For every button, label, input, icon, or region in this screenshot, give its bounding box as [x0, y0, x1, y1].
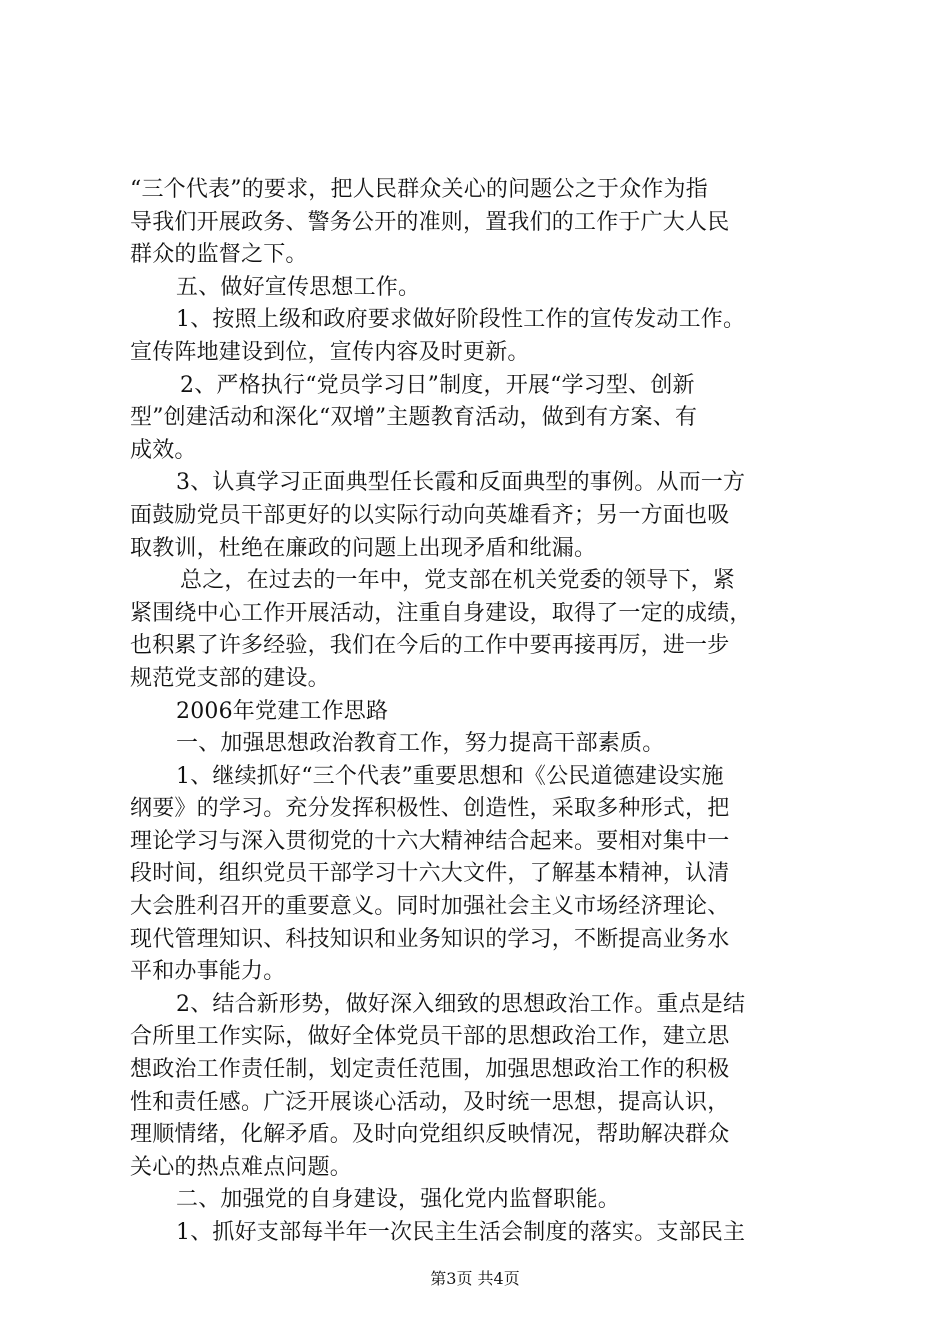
- text-line: 关心的热点难点问题。: [130, 1154, 353, 1180]
- text-line: 群众的监督之下。: [130, 242, 308, 268]
- section-heading: 五、做好宣传思想工作。: [176, 274, 421, 300]
- text-line: 段时间，组织党员干部学习十六大文件，了解基本精神，认清: [130, 861, 730, 887]
- text-line: 性和责任感。广泛开展谈心活动，及时统一思想，提高认识，: [130, 1089, 730, 1115]
- section-heading: 二、加强党的自身建设，强化党内监督职能。: [176, 1187, 621, 1213]
- text-line: 理顺情绪，化解矛盾。及时向党组织反映情况，帮助解决群众: [130, 1122, 730, 1148]
- text-line: 1、抓好支部每半年一次民主生活会制度的落实。支部民主: [176, 1220, 746, 1245]
- text-line: 宣传阵地建设到位，宣传内容及时更新。: [130, 339, 530, 365]
- text-line: 取教训，杜绝在廉政的问题上出现矛盾和纰漏。: [130, 535, 597, 561]
- text-line: 总之，在过去的一年中，党支部在机关党委的领导下，紧: [180, 568, 736, 594]
- text-line: 现代管理知识、科技知识和业务知识的学习，不断提高业务水: [130, 926, 730, 952]
- text-line: 理论学习与深入贯彻党的十六大精神结合起来。要相对集中一: [130, 828, 730, 854]
- text-line: 平和办事能力。: [130, 959, 286, 985]
- text-line: “三个代表”的要求，把人民群众关心的问题公之于众作为指: [130, 177, 708, 202]
- document-body: [130, 174, 830, 1250]
- text-line: 1、继续抓好“三个代表”重要思想和《公民道德建设实施: [176, 763, 724, 789]
- page-number-footer: 第3页 共4页: [430, 1269, 520, 1288]
- text-line: 成效。: [130, 437, 197, 463]
- text-line: 纲要》的学习。充分发挥积极性、创造性，采取多种形式，把: [130, 796, 730, 822]
- text-line: 型”创建活动和深化“双增”主题教育活动，做到有方案、有: [130, 405, 698, 431]
- section-heading: 一、加强思想政治教育工作，努力提高干部素质。: [176, 731, 665, 757]
- text-line: 也积累了许多经验，我们在今后的工作中要再接再厉，进一步: [130, 633, 730, 659]
- text-line: 导我们开展政务、警务公开的准则，置我们的工作于广大人民: [130, 209, 730, 235]
- text-line: 规范党支部的建设。: [130, 665, 330, 691]
- text-line: 1、按照上级和政府要求做好阶段性工作的宣传发动工作。: [176, 307, 746, 333]
- text-line: 3、认真学习正面典型任长霞和反面典型的事例。从而一方: [176, 470, 746, 496]
- section-heading: 2006年党建工作思路: [176, 698, 389, 724]
- text-line: 大会胜利召开的重要意义。同时加强社会主义市场经济理论、: [130, 894, 730, 920]
- text-line: 想政治工作责任制，划定责任范围，加强思想政治工作的积极: [130, 1057, 730, 1083]
- text-line: 面鼓励党员干部更好的以实际行动向英雄看齐；另一方面也吸: [130, 502, 730, 528]
- text-line: 紧围绕中心工作开展活动，注重自身建设，取得了一定的成绩，: [130, 600, 752, 626]
- text-line: 合所里工作实际，做好全体党员干部的思想政治工作，建立思: [130, 1024, 730, 1050]
- text-line: 2、结合新形势，做好深入细致的思想政治工作。重点是结: [176, 991, 746, 1017]
- text-line: 2、严格执行“党员学习日”制度，开展“学习型、创新: [180, 372, 695, 398]
